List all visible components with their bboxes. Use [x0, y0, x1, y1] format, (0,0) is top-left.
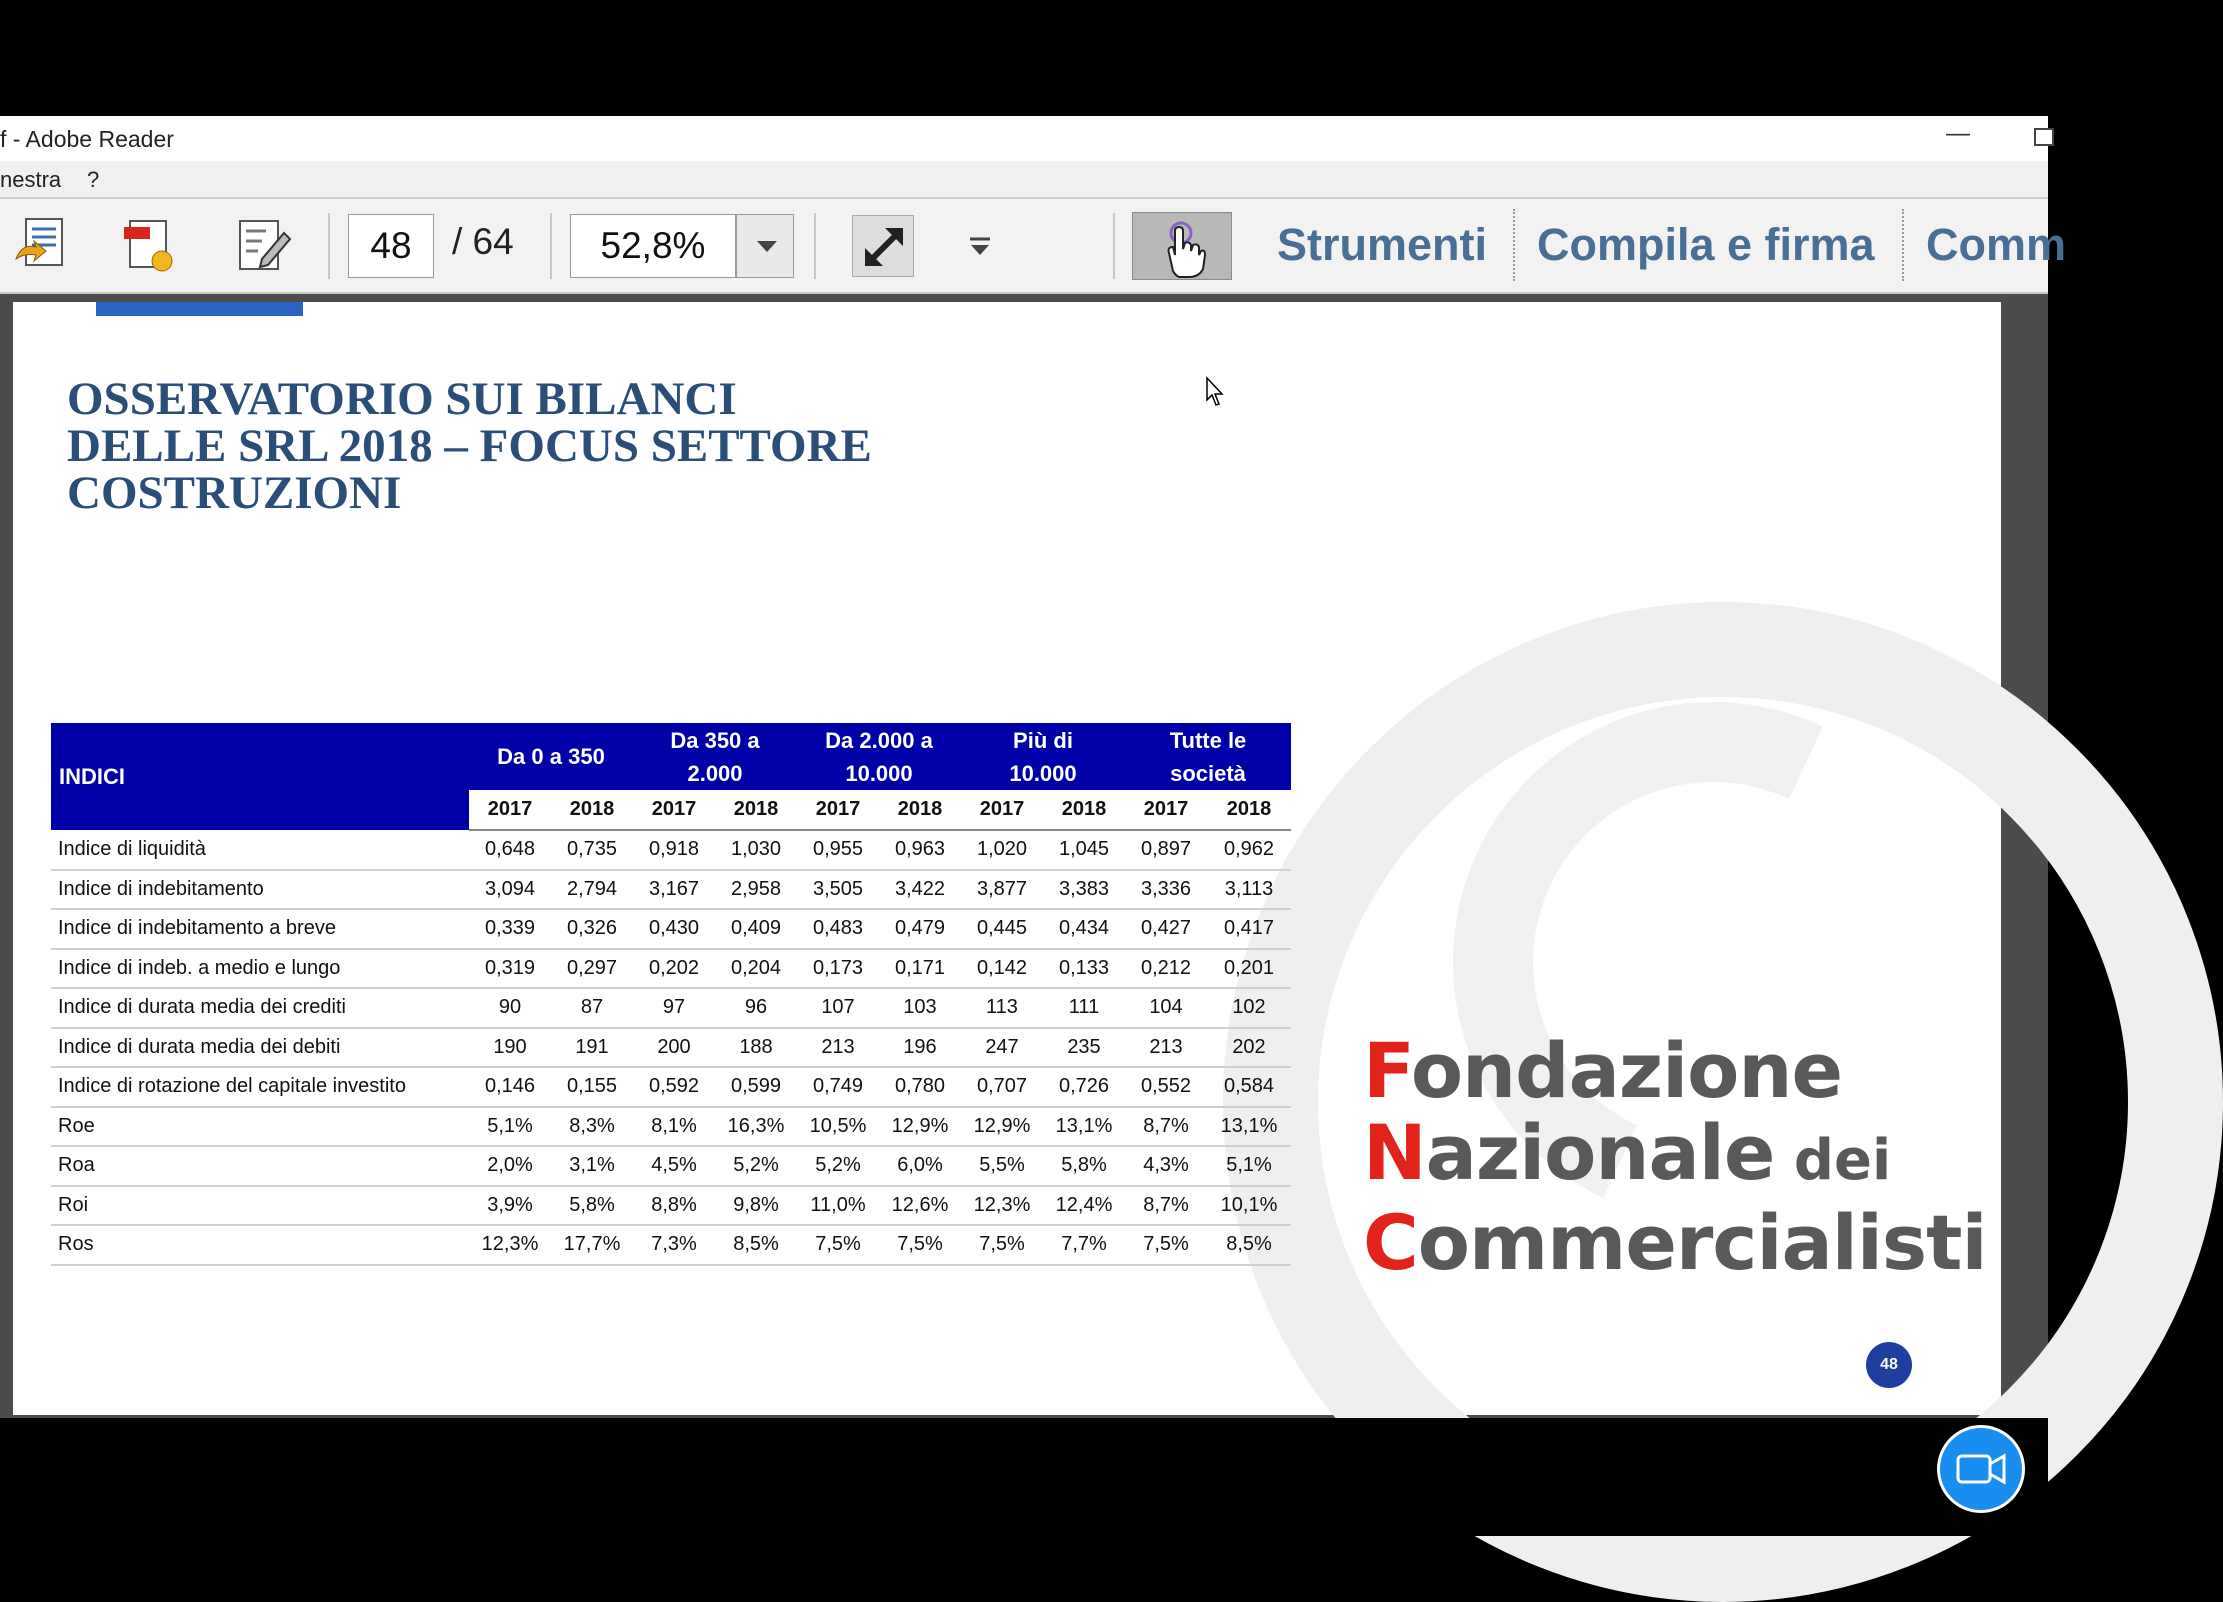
- screen-bottom-bar: [0, 1418, 2048, 1536]
- table-cell: 1,045: [1043, 830, 1125, 870]
- table-cell: 0,962: [1207, 830, 1291, 870]
- year-header: 2017: [961, 790, 1043, 830]
- table-cell: 213: [1125, 1028, 1207, 1068]
- row-label: Roa: [51, 1146, 469, 1186]
- page-number-input[interactable]: 48: [348, 214, 434, 278]
- table-cell: 0,319: [469, 949, 551, 989]
- table-header-indici: INDICI: [51, 723, 469, 830]
- table-cell: 0,326: [551, 909, 633, 949]
- table-cell: 0,202: [633, 949, 715, 989]
- table-cell: 190: [469, 1028, 551, 1068]
- table-cell: 0,897: [1125, 830, 1207, 870]
- table-cell: 87: [551, 988, 633, 1028]
- title-line: COSTRUZIONI: [67, 467, 402, 519]
- table-cell: 0,204: [715, 949, 797, 989]
- table-cell: 8,5%: [715, 1225, 797, 1265]
- window-titlebar: [0, 116, 2048, 161]
- table-cell: 0,584: [1207, 1067, 1291, 1107]
- table-cell: 1,030: [715, 830, 797, 870]
- row-label: Roi: [51, 1186, 469, 1226]
- table-cell: 0,780: [879, 1067, 961, 1107]
- table-row: [51, 1186, 1291, 1226]
- title-line: OSSERVATORIO SUI BILANCI: [67, 373, 737, 425]
- table-cell: 5,2%: [715, 1146, 797, 1186]
- page-number-badge: 48: [1866, 1342, 1912, 1388]
- table-cell: 3,094: [469, 870, 551, 910]
- table-cell: 9,8%: [715, 1186, 797, 1226]
- table-group-header: Da 2.000 a 10.000: [797, 723, 961, 790]
- year-header: 2017: [1125, 790, 1207, 830]
- table-cell: 113: [961, 988, 1043, 1028]
- table-cell: 8,5%: [1207, 1225, 1291, 1265]
- title-line: DELLE SRL 2018 – FOCUS SETTORE: [67, 420, 872, 472]
- table-row: [51, 830, 1291, 870]
- table-row: [51, 988, 1291, 1028]
- table-cell: 7,3%: [633, 1225, 715, 1265]
- row-label: Indice di indeb. a medio e lungo: [51, 949, 469, 989]
- table-cell: 0,592: [633, 1067, 715, 1107]
- pane-separator: [1513, 209, 1515, 281]
- row-label: Indice di indebitamento a breve: [51, 909, 469, 949]
- table-cell: 12,9%: [961, 1107, 1043, 1147]
- year-header: 2018: [1043, 790, 1125, 830]
- table-cell: 7,5%: [1125, 1225, 1207, 1265]
- indici-table: [51, 723, 1291, 1266]
- year-header: 2018: [715, 790, 797, 830]
- table-cell: 0,212: [1125, 949, 1207, 989]
- table-cell: 3,167: [633, 870, 715, 910]
- table-cell: 12,4%: [1043, 1186, 1125, 1226]
- toolbar-separator: [1113, 213, 1115, 279]
- table-cell: 12,6%: [879, 1186, 961, 1226]
- table-cell: 8,3%: [551, 1107, 633, 1147]
- year-header: 2018: [879, 790, 961, 830]
- table-group-header: Da 350 a 2.000: [633, 723, 797, 790]
- year-header: 2018: [1207, 790, 1291, 830]
- table-row: [51, 1146, 1291, 1186]
- table-cell: 3,113: [1207, 870, 1291, 910]
- table-cell: 191: [551, 1028, 633, 1068]
- row-label: Indice di durata media dei debiti: [51, 1028, 469, 1068]
- table-cell: 3,422: [879, 870, 961, 910]
- table-cell: 247: [961, 1028, 1043, 1068]
- table-cell: 0,171: [879, 949, 961, 989]
- table-cell: 2,794: [551, 870, 633, 910]
- table-row: [51, 909, 1291, 949]
- table-cell: 13,1%: [1043, 1107, 1125, 1147]
- table-cell: 12,9%: [879, 1107, 961, 1147]
- table-cell: 0,918: [633, 830, 715, 870]
- table-cell: 200: [633, 1028, 715, 1068]
- table-cell: 8,7%: [1125, 1186, 1207, 1226]
- pane-comment[interactable]: Comm: [1926, 219, 2067, 270]
- table-cell: 202: [1207, 1028, 1291, 1068]
- table-cell: 196: [879, 1028, 961, 1068]
- screen-top-bar: [0, 0, 2048, 116]
- table-cell: 0,430: [633, 909, 715, 949]
- zoom-input[interactable]: 52,8%: [570, 214, 736, 278]
- toolbar-separator: [550, 213, 552, 279]
- hand-tool-button[interactable]: [1132, 212, 1232, 280]
- table-cell: 4,5%: [633, 1146, 715, 1186]
- table-cell: 0,749: [797, 1067, 879, 1107]
- menu-item-help[interactable]: ?: [87, 167, 100, 192]
- table-cell: 0,427: [1125, 909, 1207, 949]
- table-cell: 107: [797, 988, 879, 1028]
- table-cell: 5,1%: [469, 1107, 551, 1147]
- toolbar: [0, 199, 2067, 294]
- edit-icon[interactable]: [232, 215, 292, 275]
- table-cell: 4,3%: [1125, 1146, 1207, 1186]
- page-accent-bar: [96, 302, 303, 316]
- table-cell: 0,417: [1207, 909, 1291, 949]
- pane-separator: [1902, 209, 1904, 281]
- table-cell: 5,8%: [551, 1186, 633, 1226]
- menu-item-window[interactable]: nestra: [0, 167, 62, 192]
- page-total-label: / 64: [452, 221, 514, 262]
- table-cell: 0,483: [797, 909, 879, 949]
- table-group-header: Tutte le società: [1125, 723, 1291, 790]
- row-label: Roe: [51, 1107, 469, 1147]
- minimize-icon[interactable]: —: [1946, 120, 1970, 147]
- table-cell: 235: [1043, 1028, 1125, 1068]
- table-cell: 10,1%: [1207, 1186, 1291, 1226]
- year-header: 2017: [797, 790, 879, 830]
- table-row: [51, 1225, 1291, 1265]
- table-cell: 3,1%: [551, 1146, 633, 1186]
- table-cell: 10,5%: [797, 1107, 879, 1147]
- table-cell: 5,5%: [961, 1146, 1043, 1186]
- window-title: f - Adobe Reader: [0, 126, 174, 152]
- row-label: Indice di durata media dei crediti: [51, 988, 469, 1028]
- table-row: [51, 1028, 1291, 1068]
- table-cell: 3,336: [1125, 870, 1207, 910]
- year-header: 2017: [633, 790, 715, 830]
- table-cell: 3,505: [797, 870, 879, 910]
- table-cell: 0,434: [1043, 909, 1125, 949]
- row-label: Indice di indebitamento: [51, 870, 469, 910]
- table-cell: 0,173: [797, 949, 879, 989]
- table-cell: 102: [1207, 988, 1291, 1028]
- row-label: Indice di liquidità: [51, 830, 469, 870]
- table-cell: 0,409: [715, 909, 797, 949]
- table-cell: 97: [633, 988, 715, 1028]
- create-pdf-icon[interactable]: [118, 215, 178, 275]
- table-cell: 7,5%: [879, 1225, 961, 1265]
- table-cell: 8,8%: [633, 1186, 715, 1226]
- video-camera-icon: [1940, 1428, 2022, 1510]
- year-header: 2017: [469, 790, 551, 830]
- table-cell: 0,648: [469, 830, 551, 870]
- table-cell: 12,3%: [961, 1186, 1043, 1226]
- table-cell: 2,0%: [469, 1146, 551, 1186]
- table-cell: 7,5%: [961, 1225, 1043, 1265]
- fit-page-icon: [853, 216, 915, 278]
- table-cell: 0,155: [551, 1067, 633, 1107]
- table-cell: 3,9%: [469, 1186, 551, 1226]
- table-cell: 0,552: [1125, 1067, 1207, 1107]
- table-cell: 0,201: [1207, 949, 1291, 989]
- document-title: [67, 373, 967, 519]
- hand-tool-icon: [1133, 213, 1233, 281]
- table-cell: 213: [797, 1028, 879, 1068]
- table-cell: 16,3%: [715, 1107, 797, 1147]
- year-header: 2018: [551, 790, 633, 830]
- table-cell: 0,955: [797, 830, 879, 870]
- table-cell: 3,877: [961, 870, 1043, 910]
- table-cell: 0,297: [551, 949, 633, 989]
- table-cell: 1,020: [961, 830, 1043, 870]
- video-call-button[interactable]: [1937, 1425, 2025, 1513]
- table-cell: 5,2%: [797, 1146, 879, 1186]
- table-cell: 0,735: [551, 830, 633, 870]
- more-tools-icon[interactable]: [965, 231, 995, 261]
- table-cell: 0,142: [961, 949, 1043, 989]
- table-cell: 0,707: [961, 1067, 1043, 1107]
- fondazione-logo: Fondazione Nazionale dei Commercialisti: [1363, 1026, 1987, 1287]
- table-cell: 0,445: [961, 909, 1043, 949]
- open-file-icon[interactable]: [12, 215, 72, 275]
- table-cell: 0,146: [469, 1067, 551, 1107]
- table-cell: 2,958: [715, 870, 797, 910]
- chevron-down-icon[interactable]: [736, 214, 794, 278]
- table-cell: 11,0%: [797, 1186, 879, 1226]
- table-cell: 0,726: [1043, 1067, 1125, 1107]
- table-cell: 17,7%: [551, 1225, 633, 1265]
- table-cell: 90: [469, 988, 551, 1028]
- table-cell: 0,599: [715, 1067, 797, 1107]
- table-cell: 103: [879, 988, 961, 1028]
- table-cell: 6,0%: [879, 1146, 961, 1186]
- table-group-header: Da 0 a 350: [469, 723, 633, 790]
- menu-bar: [0, 161, 2048, 199]
- maximize-icon[interactable]: [2034, 128, 2054, 146]
- pane-tools[interactable]: Strumenti: [1277, 219, 1488, 270]
- table-cell: 104: [1125, 988, 1207, 1028]
- pane-fill-sign[interactable]: Compila e firma: [1537, 219, 1875, 270]
- table-cell: 7,5%: [797, 1225, 879, 1265]
- table-row: [51, 1067, 1291, 1107]
- row-label: Indice di rotazione del capitale investito: [51, 1067, 469, 1107]
- table-cell: 111: [1043, 988, 1125, 1028]
- toolbar-separator: [328, 213, 330, 279]
- table-cell: 0,133: [1043, 949, 1125, 989]
- table-cell: 5,1%: [1207, 1146, 1291, 1186]
- table-group-header: Più di 10.000: [961, 723, 1125, 790]
- toolbar-separator: [814, 213, 816, 279]
- table-cell: 8,7%: [1125, 1107, 1207, 1147]
- table-cell: 0,963: [879, 830, 961, 870]
- table-cell: 7,7%: [1043, 1225, 1125, 1265]
- table-cell: 3,383: [1043, 870, 1125, 910]
- mouse-cursor-icon: [1206, 377, 1226, 407]
- table-cell: 96: [715, 988, 797, 1028]
- table-cell: 188: [715, 1028, 797, 1068]
- table-cell: 8,1%: [633, 1107, 715, 1147]
- row-label: Ros: [51, 1225, 469, 1265]
- table-row: [51, 949, 1291, 989]
- table-cell: 12,3%: [469, 1225, 551, 1265]
- table-row: [51, 1107, 1291, 1147]
- table-cell: 0,339: [469, 909, 551, 949]
- fit-page-button[interactable]: [852, 215, 914, 277]
- table-cell: 5,8%: [1043, 1146, 1125, 1186]
- table-row: [51, 870, 1291, 910]
- table-cell: 13,1%: [1207, 1107, 1291, 1147]
- table-cell: 0,479: [879, 909, 961, 949]
